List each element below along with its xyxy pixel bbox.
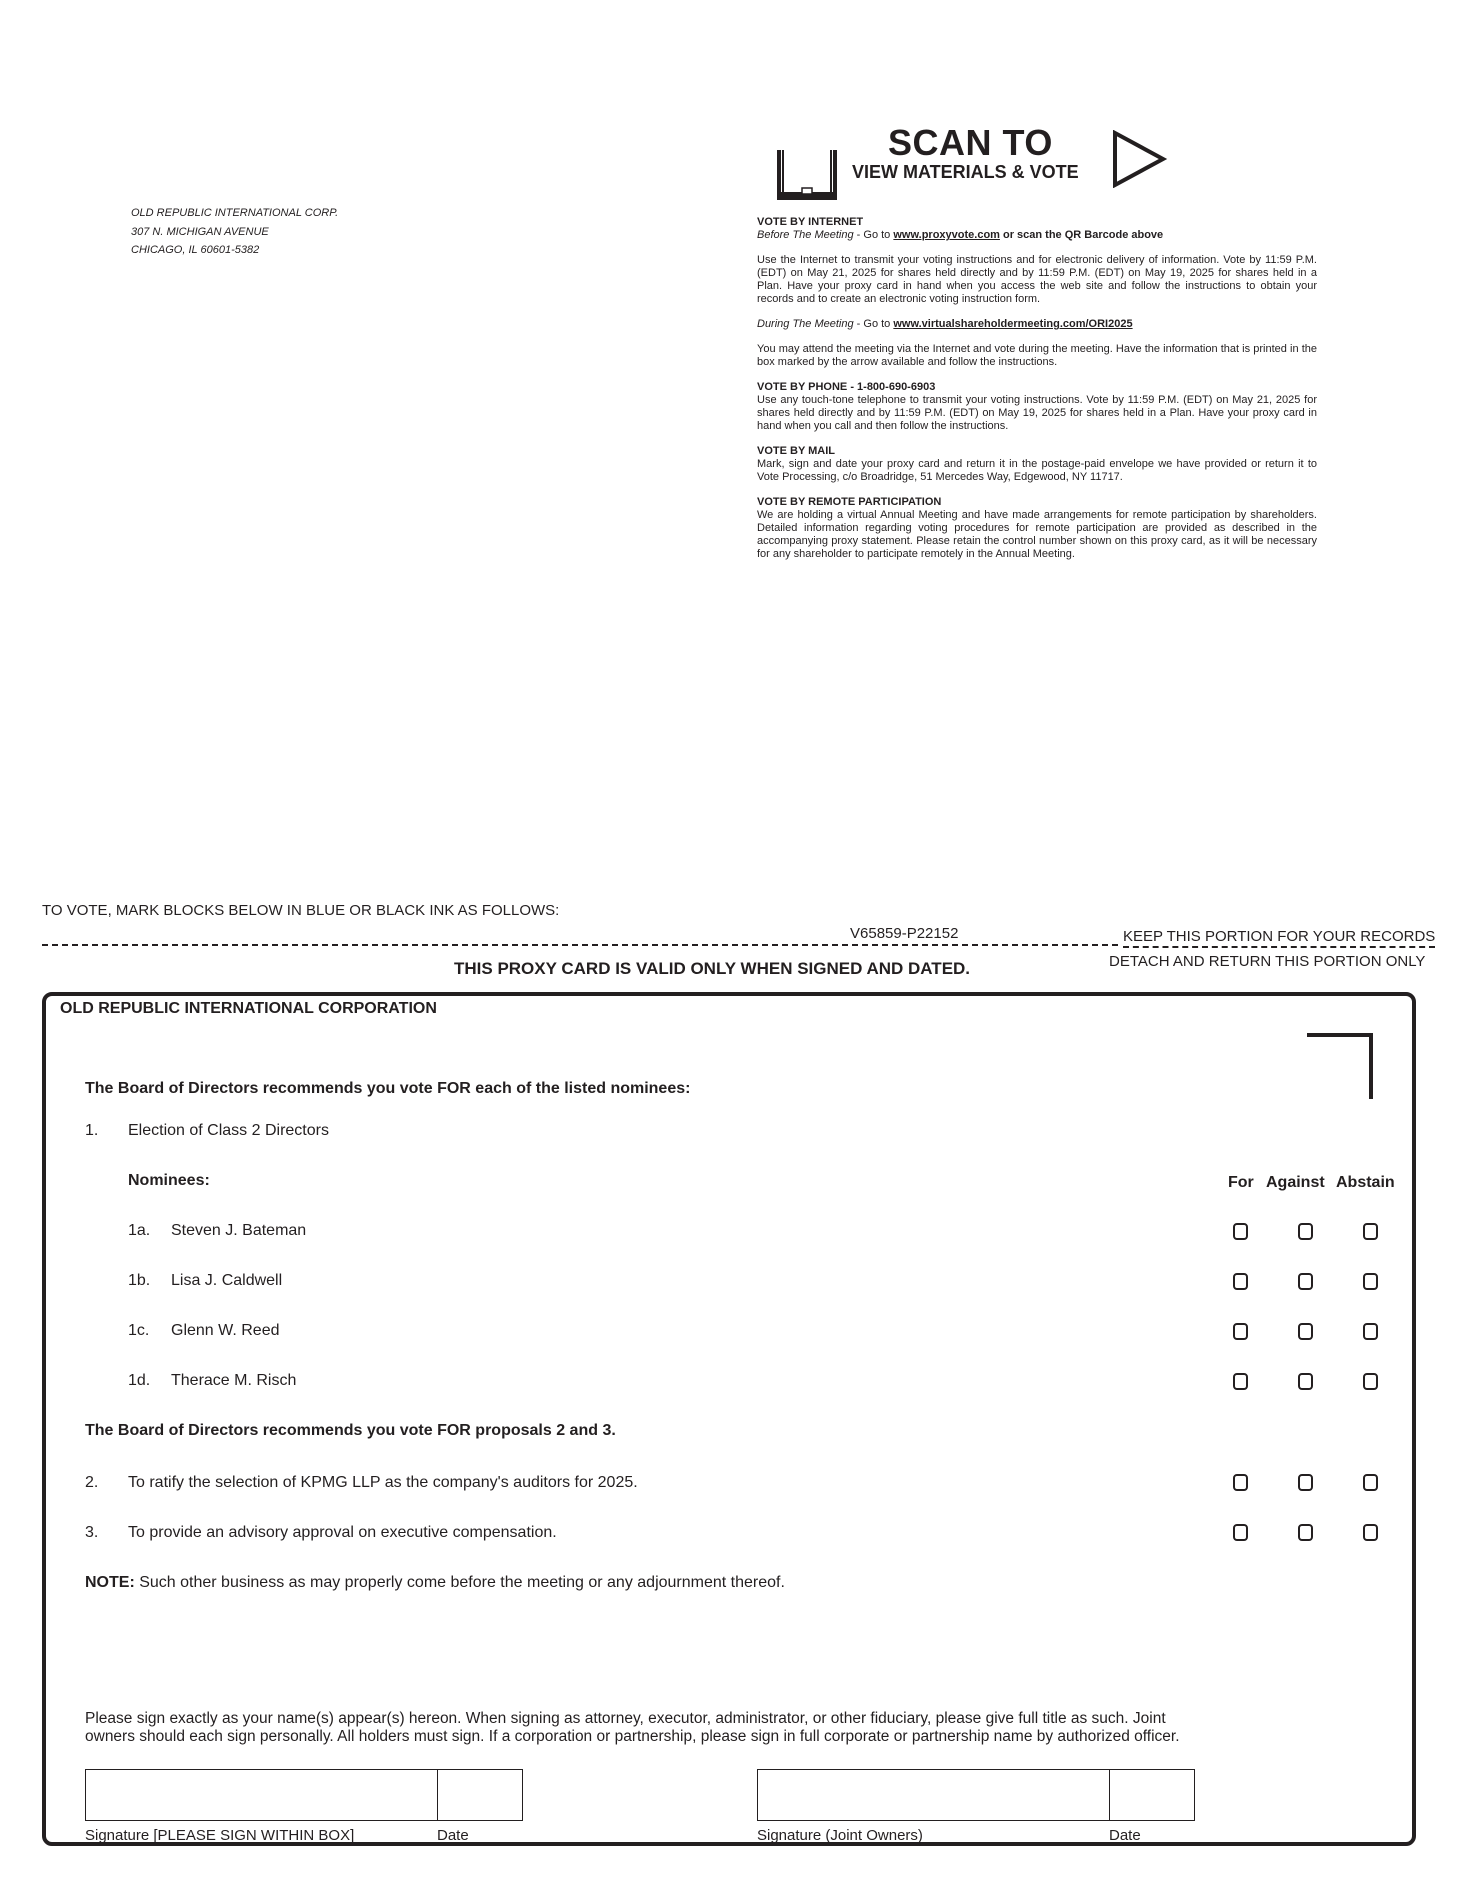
nominee-1b-for-checkbox[interactable] (1233, 1273, 1248, 1290)
corner-mark (1307, 1033, 1373, 1099)
virtual-meeting-link[interactable]: www.virtualshareholdermeeting.com/ORI2025 (893, 318, 1133, 330)
proposal-2-abstain-checkbox[interactable] (1363, 1474, 1378, 1491)
nominee-1a-num: 1a. (128, 1222, 151, 1239)
before-meeting-label: Before The Meeting (757, 229, 854, 241)
card-company: OLD REPUBLIC INTERNATIONAL CORPORATION (60, 1000, 437, 1017)
signature-label: Signature [PLEASE SIGN WITHIN BOX] (85, 1827, 355, 1844)
nominee-1b-name: Lisa J. Caldwell (171, 1272, 283, 1289)
proposal-2-num: 2. (85, 1474, 99, 1491)
valid-notice: THIS PROXY CARD IS VALID ONLY WHEN SIGNED AND DATED. (454, 959, 971, 978)
note-label: NOTE: (85, 1574, 135, 1591)
note-text: Such other business as may properly come before the meeting or any adjournment thereof. (134, 1574, 785, 1591)
nominee-1b-abstain-checkbox[interactable] (1363, 1273, 1378, 1290)
joint-signature-date-divider (1109, 1769, 1110, 1821)
internet-during-body: You may attend the meeting via the Internet and vote during the meeting. Have the information that is printed in the box marked by the arrow available and follow the instructions. (757, 343, 1317, 368)
joint-signature-box[interactable] (757, 1769, 1195, 1821)
item1-number: 1. (85, 1122, 99, 1139)
detach-label: DETACH AND RETURN THIS PORTION ONLY (1109, 953, 1426, 970)
proposal-3-abstain-checkbox[interactable] (1363, 1524, 1378, 1541)
nominees-label: Nominees: (128, 1172, 210, 1189)
qr-text: or scan the QR Barcode above (999, 229, 1164, 241)
nominee-1d-name: Therace M. Risch (171, 1372, 297, 1389)
nominee-1a-name: Steven J. Bateman (171, 1222, 307, 1239)
recommendation-1: The Board of Directors recommends you vote FOR each of the listed nominees: (85, 1080, 691, 1097)
control-code: V65859-P22152 (850, 925, 959, 942)
joint-signature-label: Signature (Joint Owners) (757, 1827, 923, 1844)
remote-body: We are holding a virtual Annual Meeting and have made arrangements for remote participation by shareholders. Detailed information regarding voting procedures for remote participation are provided as described in the accompanying proxy statement. Please retain the control number shown on this proxy card, as it will be necessary for any shareholder to participate remotely in the Annual Meeting. (757, 509, 1317, 560)
proposal-3-num: 3. (85, 1524, 99, 1541)
recommendation-2: The Board of Directors recommends you vote FOR proposals 2 and 3. (85, 1422, 616, 1439)
nominee-1b-num: 1b. (128, 1272, 151, 1289)
internet-body: Use the Internet to transmit your voting instructions and for electronic delivery of information. Vote by 11:59 P.M. (EDT) on May 21, 2025 for shares held directly and by 11:59 P.M. (EDT) on May 19, 2025 for shares held in a Plan. Have your proxy card in hand when you access the web site and follow the instructions to obtain your records and to create an electronic voting instruction form. (757, 254, 1317, 305)
tear-line (42, 944, 1118, 946)
nominee-1c-name: Glenn W. Reed (171, 1322, 280, 1339)
nominee-1d-num: 1d. (128, 1372, 151, 1389)
nominee-1a-against-checkbox[interactable] (1298, 1223, 1313, 1240)
address-city: CHICAGO, IL 60601-5382 (131, 244, 260, 256)
mailing-address (131, 204, 338, 260)
sign-instruction: Please sign exactly as your name(s) appear(s) hereon. When signing as attorney, executor, administrator, or other fiduciary, please give full title as such. Joint owners should each sign personally. All holders must sign. If a corporation or partnership, please sign in full corporate or partnership name by authorized officer. (85, 1710, 1180, 1745)
phone-heading: VOTE BY PHONE - 1-800-690-6903 (757, 381, 936, 393)
nominee-1c-for-checkbox[interactable] (1233, 1323, 1248, 1340)
proposal-2-text: To ratify the selection of KPMG LLP as the company's auditors for 2025. (128, 1474, 638, 1491)
internet-heading: VOTE BY INTERNET (757, 216, 864, 228)
col-for: For (1228, 1174, 1254, 1191)
internet-during-line (757, 318, 1317, 331)
item1-title: Election of Class 2 Directors (128, 1122, 329, 1139)
proposal-3-against-checkbox[interactable] (1298, 1524, 1313, 1541)
nominee-1c-against-checkbox[interactable] (1298, 1323, 1313, 1340)
proposal-2-against-checkbox[interactable] (1298, 1474, 1313, 1491)
signature-date-divider (437, 1769, 438, 1821)
proxyvote-link[interactable]: www.proxyvote.com (893, 229, 1000, 241)
address-street: 307 N. MICHIGAN AVENUE (131, 225, 269, 238)
proposal-2-for-checkbox[interactable] (1233, 1474, 1248, 1491)
col-against: Against (1266, 1174, 1325, 1191)
before-goto-text: - Go to (853, 229, 894, 241)
ink-instruction: TO VOTE, MARK BLOCKS BELOW IN BLUE OR BLACK INK AS FOLLOWS: (42, 902, 560, 919)
keep-portion-label: KEEP THIS PORTION FOR YOUR RECORDS (1123, 928, 1435, 948)
arrow-play-icon (1112, 130, 1168, 188)
date-label-1: Date (437, 1827, 469, 1844)
proposal-3-for-checkbox[interactable] (1233, 1524, 1248, 1541)
col-abstain: Abstain (1336, 1174, 1395, 1191)
mail-body: Mark, sign and date your proxy card and return it in the postage-paid envelope we have provided or return it to Vote Processing, c/o Broadridge, 51 Mercedes Way, Edgewood, NY 11717. (757, 458, 1317, 483)
phone-scan-icon (776, 148, 838, 202)
proposal-3-text: To provide an advisory approval on executive compensation. (128, 1524, 557, 1541)
nominee-1a-abstain-checkbox[interactable] (1363, 1223, 1378, 1240)
nominee-1b-against-checkbox[interactable] (1298, 1273, 1313, 1290)
signature-box[interactable] (85, 1769, 523, 1821)
note (85, 1574, 785, 1592)
nominee-1d-for-checkbox[interactable] (1233, 1373, 1248, 1390)
scan-title: SCAN TO (888, 122, 1053, 163)
during-meeting-label: During The Meeting (757, 318, 854, 330)
mail-heading: VOTE BY MAIL (757, 445, 836, 457)
scan-subtitle: VIEW MATERIALS & VOTE (852, 162, 1079, 182)
nominee-1d-against-checkbox[interactable] (1298, 1373, 1313, 1390)
voting-instructions (757, 216, 1317, 561)
nominee-1d-abstain-checkbox[interactable] (1363, 1373, 1378, 1390)
date-label-2: Date (1109, 1827, 1141, 1844)
during-goto-text: - Go to (853, 318, 894, 330)
phone-body: Use any touch-tone telephone to transmit your voting instructions. Vote by 11:59 P.M. (EDT) on May 21, 2025 for shares held directly and by 11:59 P.M. (EDT) on May 19, 2025 for shares held in a Plan. Have your proxy card in hand when you call and then follow the instructions. (757, 394, 1317, 432)
nominee-1a-for-checkbox[interactable] (1233, 1223, 1248, 1240)
remote-heading: VOTE BY REMOTE PARTICIPATION (757, 496, 942, 508)
nominee-1c-abstain-checkbox[interactable] (1363, 1323, 1378, 1340)
nominee-1c-num: 1c. (128, 1322, 150, 1339)
internet-before-line (757, 229, 1317, 242)
address-company: OLD REPUBLIC INTERNATIONAL CORP. (131, 207, 339, 219)
